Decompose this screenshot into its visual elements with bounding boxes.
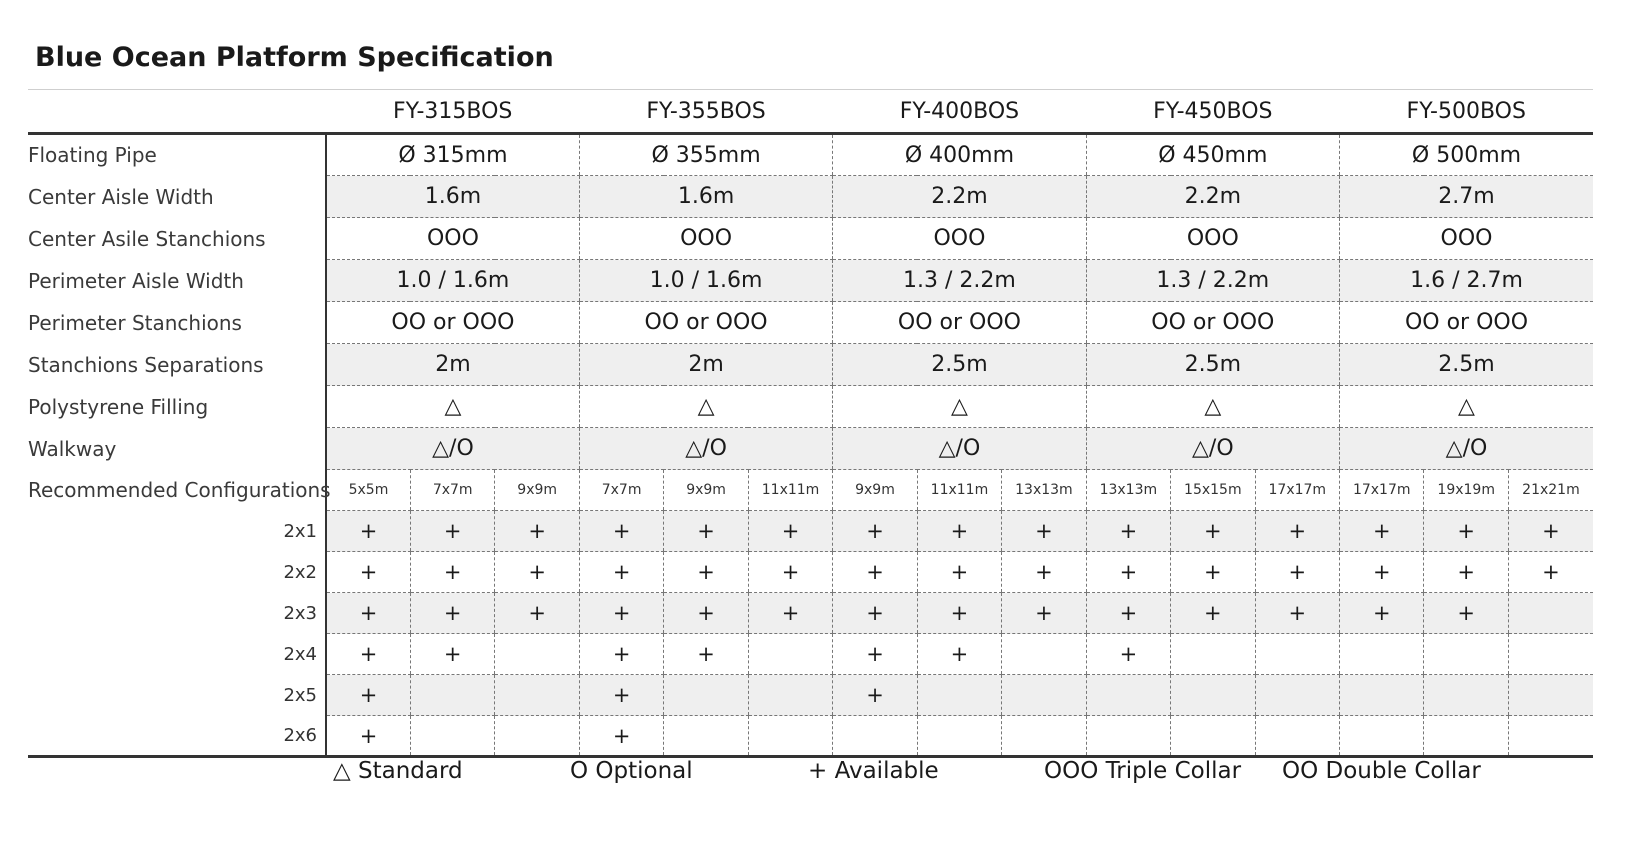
config-size-cell: 9x9m (495, 470, 579, 511)
availability-mark: + (748, 552, 832, 593)
legend-triple-collar: OOO Triple Collar (1044, 758, 1242, 784)
config-size-cell: 19x19m (1424, 470, 1508, 511)
spec-value-cell: OOO (833, 218, 1086, 260)
config-size-cell: 9x9m (664, 470, 748, 511)
spec-value-cell: 1.0 / 1.6m (579, 260, 832, 302)
availability-mark: + (917, 552, 1001, 593)
spec-value-cell: 2m (579, 344, 832, 386)
availability-mark: + (579, 593, 663, 634)
availability-mark (495, 634, 579, 675)
availability-mark: + (1086, 511, 1170, 552)
availability-mark (917, 716, 1001, 757)
spec-value-cell: 2.7m (1340, 176, 1593, 218)
availability-mark (664, 675, 748, 716)
availability-mark: + (1086, 593, 1170, 634)
model-header-row (28, 90, 1593, 134)
availability-mark: + (833, 552, 917, 593)
legend-double-collar: OO Double Collar (1282, 758, 1481, 784)
availability-mark (1002, 716, 1086, 757)
spec-value-cell: 1.3 / 2.2m (833, 260, 1086, 302)
availability-mark: + (579, 716, 663, 757)
spec-row-label: Perimeter Stanchions (28, 302, 326, 344)
spec-row-label: Floating Pipe (28, 134, 326, 176)
spec-row-label: Center Aisle Width (28, 176, 326, 218)
availability-mark (748, 675, 832, 716)
config-size-cell: 13x13m (1002, 470, 1086, 511)
availability-mark: + (917, 593, 1001, 634)
config-row-label: 2x1 (28, 511, 326, 552)
config-row-label: 2x3 (28, 593, 326, 634)
spec-row (28, 344, 1593, 386)
spec-value-cell: Ø 355mm (579, 134, 832, 176)
config-size-cell: 15x15m (1171, 470, 1255, 511)
availability-mark (1340, 634, 1424, 675)
spec-value-cell: △ (326, 386, 579, 428)
config-row-label: 2x5 (28, 675, 326, 716)
availability-mark: + (664, 593, 748, 634)
spec-value-cell: Ø 450mm (1086, 134, 1339, 176)
model-header-fy-400bos: FY-400BOS (833, 90, 1086, 134)
availability-mark: + (410, 634, 494, 675)
spec-value-cell: OOO (1086, 218, 1339, 260)
spec-value-cell: 2.2m (833, 176, 1086, 218)
spec-value-cell: 1.6m (579, 176, 832, 218)
availability-mark: + (495, 593, 579, 634)
availability-mark: + (664, 634, 748, 675)
spec-value-cell: Ø 500mm (1340, 134, 1593, 176)
availability-mark: + (1508, 552, 1593, 593)
availability-mark (1255, 675, 1339, 716)
config-size-cell: 5x5m (326, 470, 410, 511)
spec-row (28, 134, 1593, 176)
availability-mark (1002, 675, 1086, 716)
availability-mark: + (833, 593, 917, 634)
availability-mark: + (1002, 511, 1086, 552)
availability-mark: + (579, 552, 663, 593)
availability-mark: + (748, 511, 832, 552)
availability-mark (1424, 716, 1508, 757)
config-row-label: 2x2 (28, 552, 326, 593)
availability-mark (1171, 716, 1255, 757)
spec-value-cell: △ (1340, 386, 1593, 428)
config-row (28, 552, 1593, 593)
spec-value-cell: △ (833, 386, 1086, 428)
availability-mark (1508, 634, 1593, 675)
availability-mark (1424, 675, 1508, 716)
legend-optional: O Optional (570, 758, 693, 784)
spec-row (28, 176, 1593, 218)
spec-row-label: Perimeter Aisle Width (28, 260, 326, 302)
config-row (28, 511, 1593, 552)
config-row (28, 675, 1593, 716)
config-row-label: 2x4 (28, 634, 326, 675)
legend (0, 758, 1627, 792)
spec-value-cell: OO or OOO (1086, 302, 1339, 344)
availability-mark: + (495, 511, 579, 552)
config-label: Recommended Configurations (28, 470, 326, 511)
availability-mark: + (1002, 552, 1086, 593)
availability-mark (1255, 634, 1339, 675)
spec-value-cell: OOO (1340, 218, 1593, 260)
availability-mark: + (1086, 634, 1170, 675)
spec-value-cell: Ø 315mm (326, 134, 579, 176)
availability-mark: + (833, 634, 917, 675)
availability-mark (1171, 634, 1255, 675)
spec-value-cell: 2.5m (1340, 344, 1593, 386)
config-size-cell: 13x13m (1086, 470, 1170, 511)
availability-mark: + (326, 593, 410, 634)
availability-mark (1086, 675, 1170, 716)
availability-mark: + (1340, 593, 1424, 634)
availability-mark (1171, 675, 1255, 716)
availability-mark: + (1424, 593, 1508, 634)
availability-mark (410, 675, 494, 716)
availability-mark: + (1424, 552, 1508, 593)
availability-mark: + (579, 675, 663, 716)
spec-value-cell: 1.6m (326, 176, 579, 218)
legend-standard: △ Standard (333, 758, 463, 784)
availability-mark: + (833, 511, 917, 552)
availability-mark (1508, 716, 1593, 757)
spec-row (28, 428, 1593, 470)
availability-mark (495, 675, 579, 716)
availability-mark: + (495, 552, 579, 593)
availability-mark: + (326, 716, 410, 757)
config-size-cell: 11x11m (917, 470, 1001, 511)
config-row-label: 2x6 (28, 716, 326, 757)
availability-mark: + (326, 511, 410, 552)
spec-value-cell: 2m (326, 344, 579, 386)
spec-value-cell: OO or OOO (833, 302, 1086, 344)
availability-mark: + (748, 593, 832, 634)
page-title: Blue Ocean Platform Specification (35, 42, 554, 73)
spec-row (28, 260, 1593, 302)
spec-value-cell: OOO (579, 218, 832, 260)
spec-row-label: Polystyrene Filling (28, 386, 326, 428)
availability-mark (664, 716, 748, 757)
availability-mark (1002, 634, 1086, 675)
availability-mark (833, 716, 917, 757)
availability-mark: + (833, 675, 917, 716)
spec-value-cell: △/O (579, 428, 832, 470)
availability-mark: + (1255, 552, 1339, 593)
availability-mark: + (1171, 593, 1255, 634)
spec-value-cell: △ (1086, 386, 1339, 428)
availability-mark: + (1424, 511, 1508, 552)
availability-mark: + (410, 593, 494, 634)
availability-mark: + (917, 634, 1001, 675)
spec-value-cell: OO or OOO (326, 302, 579, 344)
availability-mark (748, 716, 832, 757)
availability-mark: + (1255, 511, 1339, 552)
config-size-cell: 9x9m (833, 470, 917, 511)
availability-mark: + (1171, 511, 1255, 552)
availability-mark: + (1171, 552, 1255, 593)
spec-value-cell: 1.6 / 2.7m (1340, 260, 1593, 302)
availability-mark (1255, 716, 1339, 757)
spec-value-cell: 1.3 / 2.2m (1086, 260, 1339, 302)
availability-mark (1508, 593, 1593, 634)
availability-mark (917, 675, 1001, 716)
config-size-cell: 11x11m (748, 470, 832, 511)
availability-mark: + (1086, 552, 1170, 593)
spec-table (28, 90, 1593, 758)
config-row (28, 716, 1593, 757)
availability-mark (1340, 675, 1424, 716)
availability-mark: + (326, 552, 410, 593)
config-size-cell: 17x17m (1340, 470, 1424, 511)
availability-mark (1340, 716, 1424, 757)
availability-mark: + (410, 552, 494, 593)
config-size-cell: 7x7m (410, 470, 494, 511)
availability-mark: + (1508, 511, 1593, 552)
spec-value-cell: △/O (1340, 428, 1593, 470)
spec-value-cell: OO or OOO (1340, 302, 1593, 344)
spec-row-label: Center Asile Stanchions (28, 218, 326, 260)
availability-mark: + (1340, 511, 1424, 552)
availability-mark (748, 634, 832, 675)
spec-value-cell: △/O (326, 428, 579, 470)
availability-mark: + (326, 634, 410, 675)
config-row (28, 634, 1593, 675)
availability-mark: + (579, 511, 663, 552)
spec-row (28, 386, 1593, 428)
spec-value-cell: △/O (833, 428, 1086, 470)
availability-mark: + (1340, 552, 1424, 593)
config-size-cell: 21x21m (1508, 470, 1593, 511)
availability-mark: + (1255, 593, 1339, 634)
header-blank-cell (28, 90, 326, 134)
legend-available: + Available (808, 758, 939, 784)
spec-row (28, 302, 1593, 344)
spec-value-cell: Ø 400mm (833, 134, 1086, 176)
spec-value-cell: OO or OOO (579, 302, 832, 344)
model-header-fy-355bos: FY-355BOS (579, 90, 832, 134)
model-header-fy-500bos: FY-500BOS (1340, 90, 1593, 134)
availability-mark: + (917, 511, 1001, 552)
availability-mark: + (326, 675, 410, 716)
config-size-cell: 7x7m (579, 470, 663, 511)
spec-value-cell: △ (579, 386, 832, 428)
model-header-fy-450bos: FY-450BOS (1086, 90, 1339, 134)
config-size-row (28, 470, 1593, 511)
availability-mark: + (1002, 593, 1086, 634)
availability-mark (1086, 716, 1170, 757)
availability-mark (1424, 634, 1508, 675)
spec-value-cell: OOO (326, 218, 579, 260)
spec-value-cell: △/O (1086, 428, 1339, 470)
availability-mark (410, 716, 494, 757)
availability-mark: + (410, 511, 494, 552)
availability-mark (495, 716, 579, 757)
spec-row-label: Stanchions Separations (28, 344, 326, 386)
spec-value-cell: 2.5m (1086, 344, 1339, 386)
model-header-fy-315bos: FY-315BOS (326, 90, 579, 134)
spec-value-cell: 2.2m (1086, 176, 1339, 218)
spec-row-label: Walkway (28, 428, 326, 470)
config-size-cell: 17x17m (1255, 470, 1339, 511)
availability-mark: + (664, 511, 748, 552)
availability-mark: + (579, 634, 663, 675)
spec-row (28, 218, 1593, 260)
availability-mark (1508, 675, 1593, 716)
spec-value-cell: 1.0 / 1.6m (326, 260, 579, 302)
availability-mark: + (664, 552, 748, 593)
spec-value-cell: 2.5m (833, 344, 1086, 386)
config-row (28, 593, 1593, 634)
